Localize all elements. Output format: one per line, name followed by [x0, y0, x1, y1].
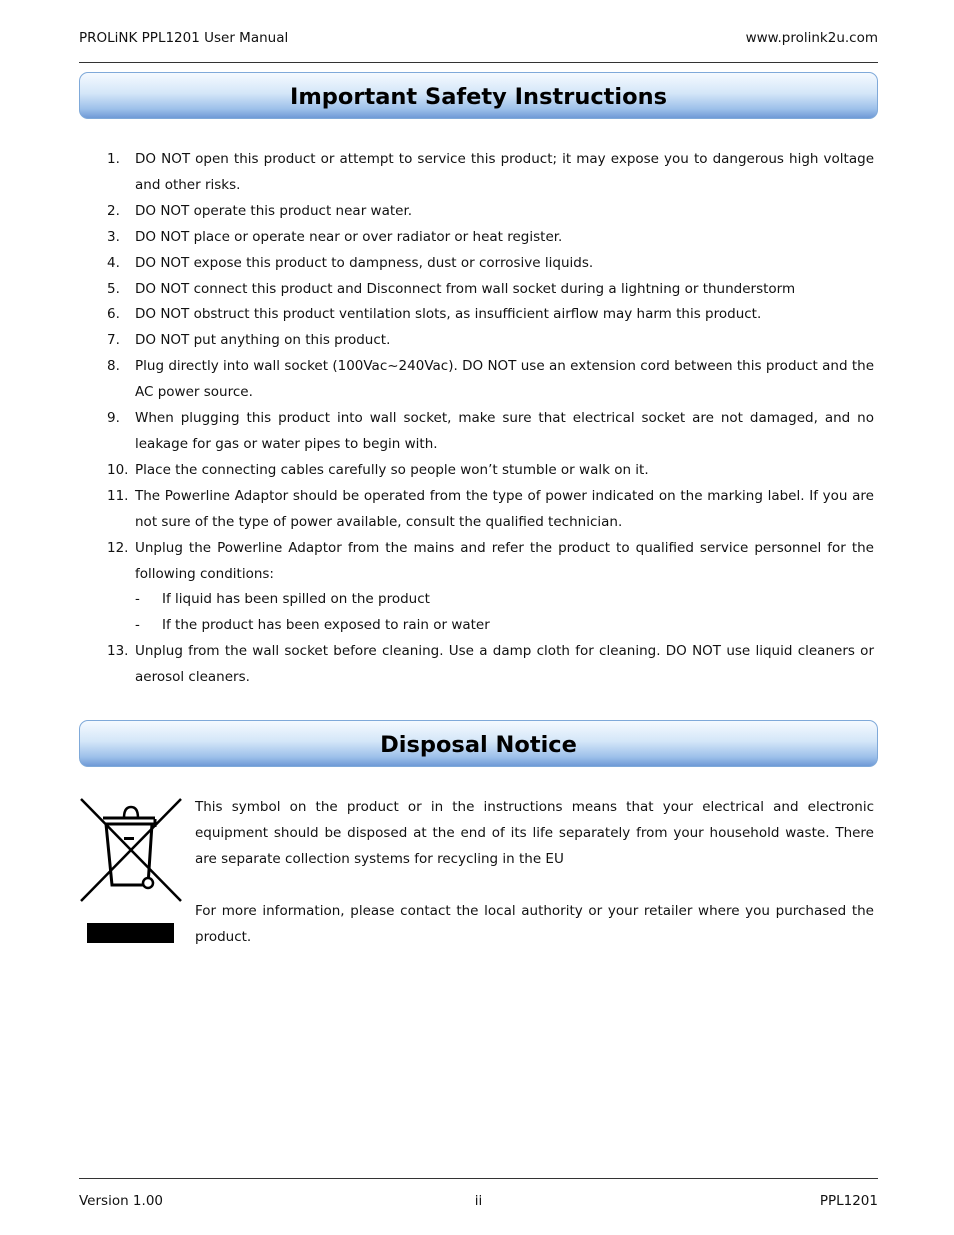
item-number: 5.: [107, 280, 120, 297]
list-item: [107, 328, 874, 354]
list-item: [107, 277, 874, 303]
item-number: 7.: [107, 332, 120, 349]
header-manual-title: PROLiNK PPL1201 User Manual: [79, 30, 289, 46]
item-text: DO NOT place or operate near or over radiator or heat register.: [135, 228, 563, 245]
item-number: 12.: [107, 539, 129, 556]
condition-item: [135, 587, 874, 613]
footer-model: PPL1201: [819, 1193, 878, 1209]
safety-section-banner: [79, 72, 878, 119]
list-item: [107, 251, 874, 277]
item-text: Unplug the Powerline Adaptor from the mains and refer the product to qualified service personnel for the following conditions:: [135, 539, 874, 582]
footer-version: Version 1.00: [79, 1193, 163, 1209]
item-text: DO NOT operate this product near water.: [135, 202, 413, 219]
item-text: Plug directly into wall socket (100Vac~240Vac). DO NOT use an extension cord between this product and the AC power source.: [135, 358, 874, 401]
disposal-section-banner: [79, 720, 878, 767]
footer-page-number: ii: [474, 1193, 483, 1209]
item-text: Unplug from the wall socket before cleaning. Use a damp cloth for cleaning. DO NOT use liquid cleaners or aerosol cleaners.: [135, 643, 874, 686]
list-item: [107, 458, 874, 484]
item-number: 2.: [107, 202, 120, 219]
list-item: [107, 225, 874, 251]
list-item: [107, 199, 874, 225]
header-website: www.prolink2u.com: [745, 30, 878, 46]
item-text: DO NOT expose this product to dampness, dust or corrosive liquids.: [135, 254, 594, 271]
item-text: Place the connecting cables carefully so people won’t stumble or walk on it.: [135, 461, 649, 478]
page-footer: [79, 1178, 878, 1219]
item-number: 13.: [107, 643, 129, 660]
item-number: 4.: [107, 254, 120, 271]
item-number: 1.: [107, 151, 120, 167]
item-text: When plugging this product into wall socket, make sure that electrical socket are not damaged, and no leakage for gas or water pipes to begin with.: [135, 410, 874, 452]
crossed-out-wheelie-bin-icon: [79, 797, 183, 944]
condition-text: If liquid has been spilled on the product: [162, 591, 430, 608]
list-item: [107, 484, 874, 536]
condition-item: [135, 613, 874, 639]
item-text: DO NOT connect this product and Disconnect from wall socket during a lightning or thunderstorm: [135, 280, 796, 297]
list-item: [107, 147, 874, 199]
item-number: 8.: [107, 358, 120, 375]
item-text: DO NOT put anything on this product.: [135, 332, 391, 349]
conditions-list: [135, 587, 874, 639]
page-header: [79, 30, 878, 63]
item-text: DO NOT obstruct this product ventilation slots, as insufficient airflow may harm this product.: [135, 306, 762, 323]
list-item: [107, 639, 874, 691]
disposal-paragraph-2: For more information, please contact the local authority or your retailer where you purchased the product.: [195, 902, 874, 945]
safety-section-title: Important Safety Instructions: [289, 84, 668, 110]
list-item: [107, 302, 874, 328]
item-number: 10.: [107, 461, 129, 478]
safety-instructions-list: [107, 147, 874, 691]
condition-dash: -: [135, 591, 140, 608]
item-text: DO NOT open this product or attempt to service this product; it may expose you to dangerous high voltage and other risks.: [135, 151, 874, 193]
item-number: 3.: [107, 228, 120, 245]
item-number: 9.: [107, 410, 120, 427]
item-text: The Powerline Adaptor should be operated from the type of power indicated on the marking label. If you are not sure of the type of power available, consult the qualified technician.: [135, 487, 874, 530]
condition-dash: -: [135, 617, 140, 634]
list-item: [107, 354, 874, 406]
disposal-section-title: Disposal Notice: [380, 732, 577, 758]
disposal-paragraph-1: This symbol on the product or in the instructions means that your electrical and electronic equipment should be disposed at the end of its life separately from your household waste. There are separate collection systems for recycling in the EU: [195, 799, 874, 867]
list-item: [107, 536, 874, 640]
list-item: [107, 406, 874, 458]
item-number: 11.: [107, 487, 129, 504]
item-number: 6.: [107, 306, 120, 323]
disposal-description: [195, 795, 874, 976]
condition-text: If the product has been exposed to rain or water: [162, 617, 490, 634]
